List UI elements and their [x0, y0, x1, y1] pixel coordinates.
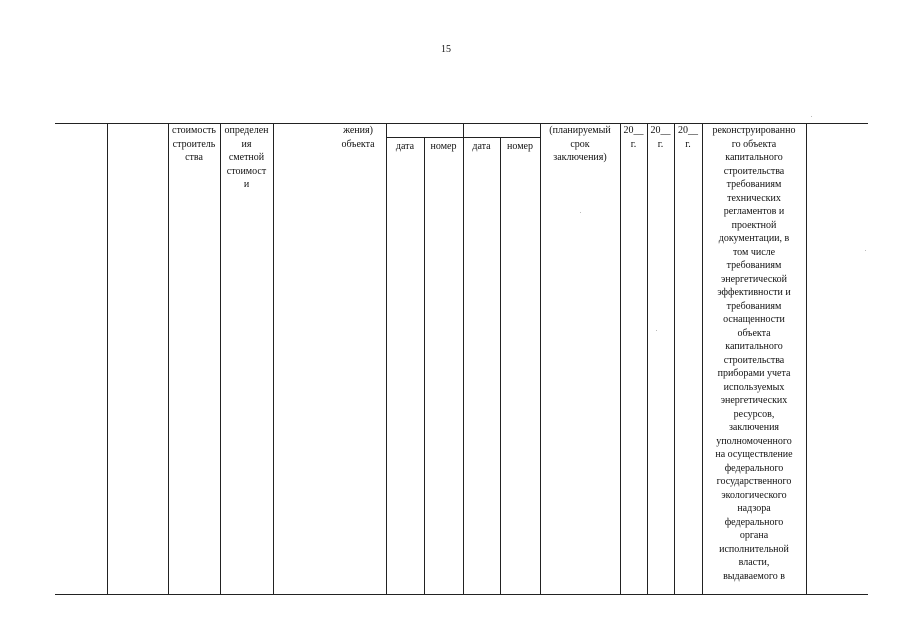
description-line: строительства: [723, 165, 785, 177]
year-header-line: г.: [685, 138, 691, 150]
determination-header-line: определен: [224, 125, 269, 136]
cost-header-line: стоимость: [172, 125, 216, 136]
description-line: регламентов и: [723, 206, 785, 217]
description-line: требованиям: [726, 300, 782, 312]
determination-header: [220, 124, 273, 192]
description-line: требованиям: [726, 260, 782, 271]
column-divider: [168, 123, 169, 594]
description-line: экологического: [721, 489, 787, 501]
planned-header: [540, 124, 620, 165]
year-header-line: 20__: [650, 125, 671, 136]
planned-header-line: срок: [570, 138, 590, 150]
year-header-line: г.: [657, 138, 664, 150]
determination-header-line: и: [243, 179, 250, 190]
scan-speck: [811, 116, 812, 117]
description-line: уполномоченного: [716, 435, 792, 447]
description-line: исполнительной: [719, 543, 789, 555]
description-line: требованиям: [726, 179, 782, 190]
description-line: оснащенности: [723, 314, 785, 325]
date-header-1: дата: [395, 141, 415, 152]
description-line: технических: [727, 192, 781, 204]
description-line: власти,: [738, 557, 770, 568]
column-divider: [647, 123, 648, 594]
column-divider: [540, 123, 541, 594]
column-divider: [674, 123, 675, 594]
cost-header-line: строитель: [172, 138, 216, 150]
description-line: проектной: [731, 219, 777, 231]
description-line: том числе: [732, 246, 776, 258]
column-divider: [620, 123, 621, 594]
description-line: приборами учета: [717, 368, 791, 379]
description-line: капитального: [725, 152, 783, 163]
column-divider: [463, 123, 464, 594]
cost-header: [168, 124, 220, 165]
reduction-header-line: жения): [343, 125, 373, 136]
description-line: используемых: [723, 381, 785, 393]
year-header-2: [647, 124, 674, 151]
year-header-3: [674, 124, 702, 151]
cost-header-line: ства: [185, 152, 203, 163]
description-line: надзора: [737, 503, 771, 514]
page-number: 15: [441, 44, 451, 55]
description-line: реконструированно: [712, 125, 796, 136]
description-line: эффективности и: [717, 287, 791, 298]
column-divider: [220, 123, 221, 594]
number-header-2: номер: [507, 141, 533, 152]
table-bottom-border: [55, 594, 868, 595]
date-header-2: дата: [472, 141, 491, 152]
description-line: капитального: [725, 341, 783, 352]
description-line: федерального: [724, 516, 784, 528]
column-divider: [386, 123, 387, 594]
column-divider: [273, 123, 274, 594]
determination-header-line: стоимост: [226, 165, 267, 177]
description-line: федерального: [724, 462, 784, 474]
column-divider: [424, 137, 425, 594]
planned-header-line: заключения): [553, 152, 607, 163]
year-header-line: г.: [630, 138, 637, 150]
description-line: строительства: [723, 354, 785, 366]
description-line: объекта: [737, 327, 771, 339]
description-line: энергетической: [720, 273, 788, 285]
scan-speck: [865, 250, 866, 251]
reduction-header: [330, 124, 386, 151]
reduction-header-line: объекта: [341, 138, 375, 150]
description-line: го объекта: [731, 138, 777, 150]
year-header-line: 20__: [678, 125, 698, 136]
column-divider: [806, 123, 807, 594]
description-line: на осуществление: [715, 449, 793, 460]
determination-header-line: ия: [241, 138, 252, 150]
description-line: заключения: [728, 422, 780, 433]
description-line: документации, в: [718, 233, 790, 244]
description-header: [702, 124, 806, 583]
scan-speck: [656, 330, 657, 331]
description-line: государственного: [716, 476, 792, 487]
description-line: выдаваемого в: [723, 570, 785, 582]
description-line: энергетических: [720, 395, 788, 406]
planned-header-line: (планируемый: [549, 125, 611, 136]
year-header-line: 20__: [623, 125, 644, 136]
scan-speck: [580, 212, 581, 213]
description-line: органа: [739, 530, 769, 541]
description-line: ресурсов,: [733, 408, 775, 420]
column-divider: [500, 137, 501, 594]
column-divider: [107, 123, 108, 594]
year-header-1: [620, 124, 647, 151]
determination-header-line: сметной: [228, 152, 265, 163]
number-header-1: номер: [430, 141, 457, 152]
